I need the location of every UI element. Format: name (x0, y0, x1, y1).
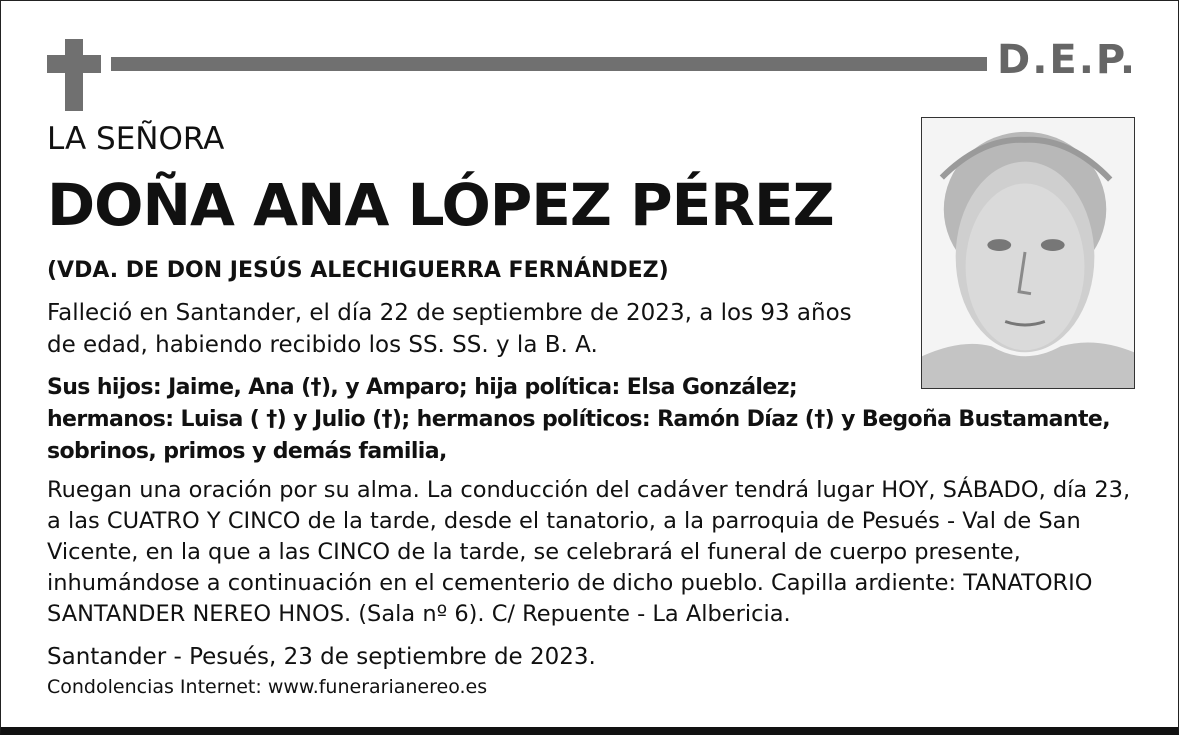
service-details (47, 475, 1130, 630)
portrait-photo (921, 117, 1135, 389)
service-line: Ruegan una oración por su alma. La conducción del cadáver tendrá lugar HOY, SÁBADO, día 23, (47, 477, 1131, 503)
portrait-icon (922, 118, 1134, 388)
header-rule (111, 57, 987, 71)
service-line: a las CUATRO Y CINCO de la tarde, desde el tanatorio, a la parroquia de Pesués - Val de San (47, 508, 1081, 534)
widow-of-line: (VDA. DE DON JESÚS ALECHIGUERRA FERNÁNDEZ) (47, 258, 669, 283)
service-line: inhumándose a continuación en el cementerio de dicho pueblo. Capilla ardiente: TANATORIO (47, 570, 1093, 596)
death-line: Falleció en Santander, el día 22 de septiembre de 2023, a los 93 años (47, 300, 852, 326)
condolences-link: Condolencias Internet: www.funerarianereo.es (47, 676, 488, 698)
family-line: sobrinos, primos y demás familia, (47, 439, 447, 464)
service-line: SANTANDER NEREO HNOS. (Sala nº 6). C/ Repuente - La Albericia. (47, 601, 791, 627)
dep-heading: D.E.P. (997, 37, 1138, 83)
family-list (47, 372, 1110, 468)
title-label: LA SEÑORA (47, 121, 225, 157)
deceased-name: DOÑA ANA LÓPEZ PÉREZ (47, 171, 834, 239)
place-date: Santander - Pesués, 23 de septiembre de 2023. (47, 644, 596, 670)
death-notice (47, 297, 852, 361)
family-line: hermanos: Luisa ( †) y Julio (†); hermanos políticos: Ramón Díaz (†) y Begoña Bustamante, (47, 407, 1110, 432)
death-line: de edad, habiendo recibido los SS. SS. y la B. A. (47, 332, 598, 358)
service-line: Vicente, en la que a las CINCO de la tarde, se celebrará el funeral de cuerpo presente, (47, 539, 1021, 565)
family-line: Sus hijos: Jaime, Ana (†), y Amparo; hija política: Elsa González; (47, 375, 798, 400)
cross-icon (47, 39, 101, 111)
